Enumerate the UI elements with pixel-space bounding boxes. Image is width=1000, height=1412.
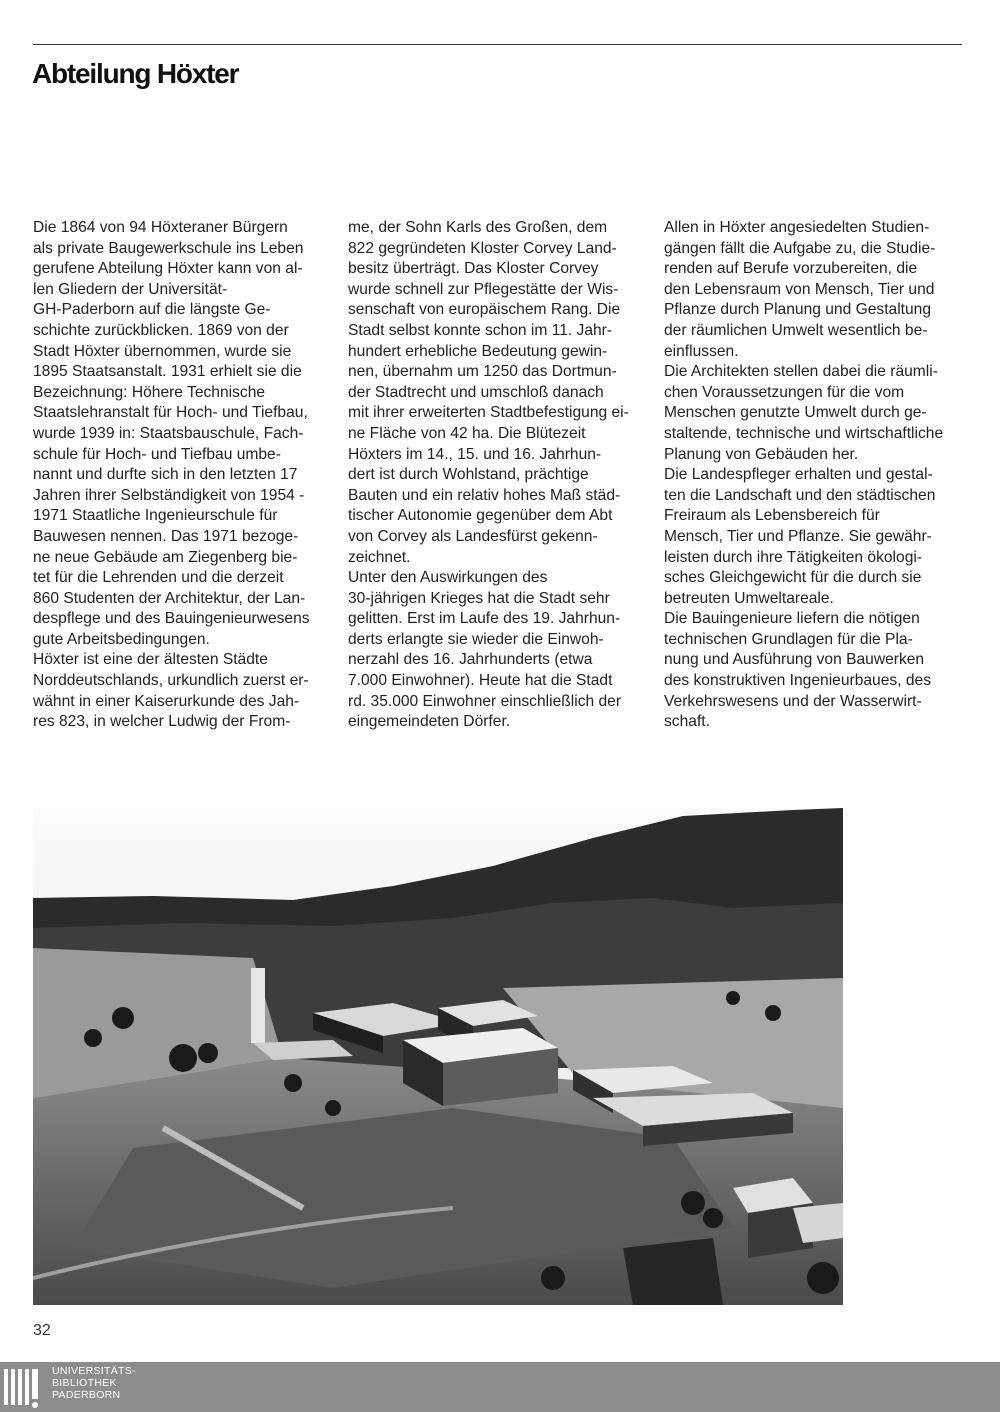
text-line: Verkehrswesens und der Wasserwirt- (664, 692, 922, 710)
text-line: besitz überträgt. Das Kloster Corvey (348, 260, 599, 278)
text-line: rd. 35.000 Einwohner einschließlich der (348, 692, 622, 710)
text-line: von Corvey als Landesfürst gekenn- (348, 527, 598, 545)
text-line: 1971 Staatliche Ingenieurschule für (33, 507, 278, 525)
text-line: Allen in Höxter angesiedelten Studien- (664, 219, 930, 236)
text-line: despflege und des Bauingenieurwesens (33, 610, 310, 628)
text-line: Planung von Gebäuden her. (664, 445, 859, 463)
logo-line: BIBLIOTHEK (52, 1377, 117, 1389)
page-number: 32 (33, 1322, 51, 1339)
text-line: Staatslehranstalt für Hoch- und Tiefbau, (33, 404, 308, 422)
text-line: tet für die Lehrenden und die derzeit (33, 569, 284, 587)
text-line: senschaft von europäischem Rang. Die (348, 301, 621, 319)
aerial-campus-photo (33, 808, 843, 1305)
text-line: Jahren ihrer Selbständigkeit von 1954 - (33, 486, 305, 504)
text-line: dert ist durch Wohlstand, prächtige (348, 466, 589, 484)
text-line: eingemeindeten Dörfer. (348, 713, 511, 731)
text-line: gerufene Abteilung Höxter kann von al- (33, 260, 303, 278)
text-line: 822 gegründeten Kloster Corvey Land- (348, 239, 617, 257)
text-line: einflussen. (664, 342, 739, 360)
text-line: tischer Autonomie gegenüber dem Abt (348, 507, 613, 525)
text-line: Die Architekten stellen dabei die räumli- (664, 363, 938, 381)
library-logo-text (52, 1365, 136, 1401)
text-line: Höxters im 14., 15. und 16. Jahrhun- (348, 445, 602, 463)
text-line: nung und Ausführung von Bauwerken (664, 651, 925, 669)
text-line: renden auf Berufe vorzubereiten, die (664, 260, 918, 278)
text-line: staltende, technische und wirtschaftliche (664, 424, 944, 442)
text-line: Menschen genutzte Umwelt durch ge- (664, 404, 927, 422)
text-line: den Lebensraum von Mensch, Tier und (664, 280, 935, 298)
text-line: schichte zurückblicken. 1869 von der (33, 321, 289, 339)
text-line: Pflanze durch Planung und Gestaltung (664, 301, 932, 319)
text-line: Bauwesen nennen. Das 1971 bezoge- (33, 527, 299, 545)
text-line: chen Voraussetzungen für die vom (664, 383, 905, 401)
text-line: Unter den Auswirkungen des (348, 569, 548, 587)
text-line: als private Baugewerkschule ins Leben (33, 239, 304, 257)
text-line: nen, übernahm um 1250 das Dortmun- (348, 363, 617, 381)
text-line: 30-jährigen Krieges hat die Stadt sehr (348, 589, 610, 607)
text-line: technischen Grundlagen für die Pla- (664, 630, 913, 648)
top-rule (33, 44, 962, 45)
text-line: nerzahl des 16. Jahrhunderts (etwa (348, 651, 593, 669)
logo-line: UNIVERSITÄTS- (52, 1365, 136, 1377)
text-line: Die Bauingenieure liefern die nötigen (664, 610, 920, 628)
library-logo-icon (4, 1365, 48, 1409)
text-line: gängen fällt die Aufgabe zu, die Studie- (664, 239, 936, 257)
logo-line: PADERBORN (52, 1389, 121, 1401)
text-line: Freiraum als Lebensbereich für (664, 507, 880, 525)
text-line: wähnt in einer Kaiserurkunde des Jah- (33, 692, 300, 710)
text-line: wurde 1939 in: Staatsbauschule, Fach- (33, 424, 304, 442)
text-line: Norddeutschlands, urkundlich zuerst er- (33, 672, 309, 690)
text-line: schaft. (664, 713, 710, 731)
text-line: Die 1864 von 94 Höxteraner Bürgern (33, 219, 288, 236)
aerial-photo-illustration (33, 808, 843, 1305)
text-line: len Gliedern der Universität- (33, 280, 228, 298)
text-line: ne neue Gebäude am Ziegenberg bie- (33, 548, 298, 566)
text-line: me, der Sohn Karls des Großen, dem (348, 219, 608, 236)
text-line: 1895 Staatsanstalt. 1931 erhielt sie die (33, 363, 302, 381)
text-line: sches Gleichgewicht für die durch sie (664, 569, 922, 587)
text-line: wurde schnell zur Pflegestätte der Wis- (348, 280, 619, 298)
text-line: GH-Paderborn auf die längste Ge- (33, 301, 271, 319)
text-line: 860 Studenten der Architektur, der Lan- (33, 589, 306, 607)
text-line: nannt und durfte sich in den letzten 17 (33, 466, 298, 484)
text-line: derts erlangte sie wieder die Einwoh- (348, 630, 604, 648)
text-line: Mensch, Tier und Pflanze. Sie gewähr- (664, 527, 932, 545)
text-line: gelitten. Erst im Laufe des 19. Jahrhun- (348, 610, 621, 628)
text-line: ten die Landschaft und den städtischen (664, 486, 936, 504)
text-line: leisten durch ihre Tätigkeiten ökologi- (664, 548, 923, 566)
text-line: res 823, in welcher Ludwig der From- (33, 713, 291, 731)
text-line: Die Landespfleger erhalten und gestal- (664, 466, 933, 484)
text-line: schule für Hoch- und Tiefbau umbe- (33, 445, 281, 463)
text-line: betreuten Umweltareale. (664, 589, 834, 607)
text-line: Stadt Höxter übernommen, wurde sie (33, 342, 292, 360)
text-line: 7.000 Einwohner). Heute hat die Stadt (348, 672, 613, 690)
text-line: ne Fläche von 42 ha. Die Blütezeit (348, 424, 586, 442)
text-line: zeichnet. (348, 548, 411, 566)
text-line: Bauten und ein relativ hohes Maß städ- (348, 486, 621, 504)
text-line: Höxter ist eine der ältesten Städte (33, 651, 268, 669)
library-footer (0, 1362, 1000, 1412)
text-line: Stadt selbst konnte schon im 11. Jahr- (348, 321, 613, 339)
text-line: der Stadtrecht und umschloß danach (348, 383, 604, 401)
text-line: mit ihrer erweiterten Stadtbefestigung ei- (348, 404, 629, 422)
text-line: Bezeichnung: Höhere Technische (33, 383, 266, 401)
page-title: Abteilung Höxter (32, 58, 239, 89)
text-line: hundert erhebliche Bedeutung gewin- (348, 342, 608, 360)
text-line: der räumlichen Umwelt wesentlich be- (664, 321, 928, 339)
text-column-3 (664, 218, 964, 733)
text-line: des konstruktiven Ingenieurbaues, des (664, 672, 931, 690)
text-column-1 (33, 218, 333, 733)
text-line: gute Arbeitsbedingungen. (33, 630, 210, 648)
text-column-2 (348, 218, 648, 733)
